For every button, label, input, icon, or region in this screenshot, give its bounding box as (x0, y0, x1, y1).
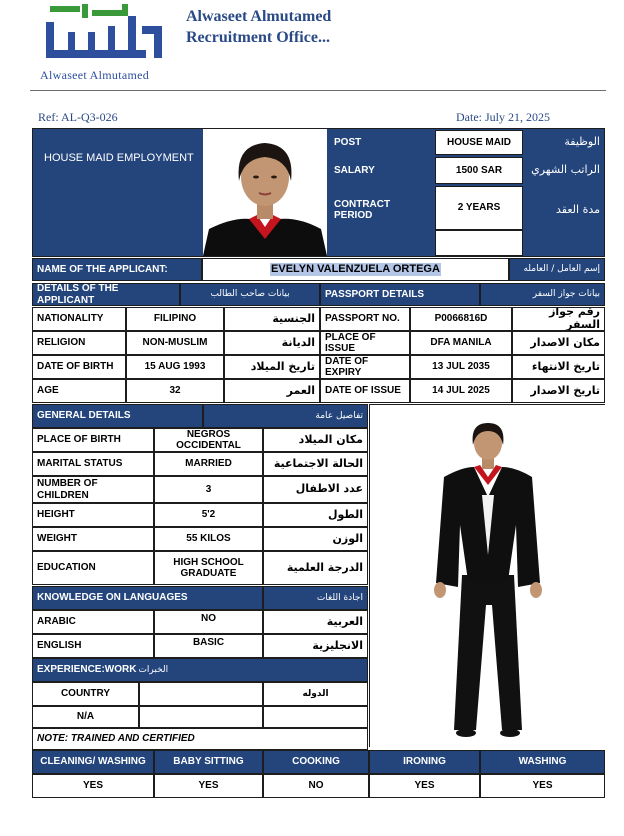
reference-number: Ref: AL-Q3-026 (38, 110, 118, 124)
country-blank (139, 682, 263, 706)
applicant-row-arabic: تاريخ الميلاد (224, 355, 320, 379)
general-row-value: 55 KILOS (154, 527, 263, 551)
passport-details-header: PASSPORT DETAILS (320, 283, 480, 306)
experience-header (32, 658, 368, 682)
contract-value: 2 YEARS (435, 186, 523, 230)
applicant-name (202, 258, 509, 281)
logo-caption: Alwaseet Almutamed (40, 68, 150, 82)
applicant-row-value: 32 (126, 379, 224, 403)
general-row-arabic: عدد الاطفال (263, 476, 368, 503)
salary-arabic: الراتب الشهري (524, 157, 604, 184)
experience-header-label: EXPERIENCE:WORK (37, 664, 137, 676)
language-row-value: BASIC (154, 634, 263, 658)
header-divider (30, 90, 606, 91)
general-row-label: PLACE OF BIRTH (32, 428, 154, 452)
language-row-arabic: العربية (263, 610, 368, 634)
general-row-value: 5'2 (154, 503, 263, 527)
applicant-row-arabic: الديانة (224, 331, 320, 355)
applicant-row-value: FILIPINO (126, 307, 224, 331)
general-row-arabic: الحالة الاجتماعية (263, 452, 368, 476)
general-row-arabic: الدرجة العلمية (263, 551, 368, 585)
applicant-row-value: NON-MUSLIM (126, 331, 224, 355)
company-logo (32, 2, 174, 84)
passport-row-label: PLACE OF ISSUE (320, 331, 410, 355)
skill-header: CLEANING/ WASHING (32, 750, 154, 774)
applicant-row-arabic: العمر (224, 379, 320, 403)
applicant-photo (203, 129, 327, 256)
general-row-arabic: مكان الميلاد (263, 428, 368, 452)
language-row-label: ARABIC (32, 610, 154, 634)
document-date: Date: July 21, 2025 (456, 110, 550, 124)
general-row-value: HIGH SCHOOL GRADUATE (154, 551, 263, 585)
applicant-name-text: EVELYN VALENZUELA ORTEGA (271, 263, 440, 276)
contract-label: CONTRACT PERIOD (330, 188, 410, 232)
post-arabic: الوظيفة (524, 130, 604, 155)
general-row-label: NUMBER OF CHILDREN (32, 476, 154, 503)
experience-value: N/A (32, 706, 139, 728)
country-label: COUNTRY (32, 682, 139, 706)
applicant-full-body-photo (369, 404, 605, 747)
passport-row-arabic: تاريخ الانتهاء (512, 355, 605, 379)
name-label: NAME OF THE APPLICANT: (32, 258, 202, 281)
salary-value: 1500 SAR (435, 157, 523, 184)
contract-arabic: مدة العقد (524, 196, 604, 224)
salary-label: SALARY (330, 157, 434, 184)
country-arabic: الدوله (263, 682, 368, 706)
passport-row-label: PASSPORT NO. (320, 307, 410, 331)
language-row-arabic: الانجليزية (263, 634, 368, 658)
applicant-row-label: NATIONALITY (32, 307, 126, 331)
languages-arabic: اجادة اللغات (263, 586, 368, 610)
general-row-arabic: الطول (263, 503, 368, 527)
general-row-arabic: الوزن (263, 527, 368, 551)
experience-blank-1 (139, 706, 263, 728)
general-details-header: GENERAL DETAILS (32, 404, 203, 428)
applicant-row-label: DATE OF BIRTH (32, 355, 126, 379)
general-row-value: MARRIED (154, 452, 263, 476)
passport-row-label: DATE OF EXPIRY (320, 355, 410, 379)
applicant-row-label: RELIGION (32, 331, 126, 355)
applicant-row-value: 15 AUG 1993 (126, 355, 224, 379)
language-row-label: ENGLISH (32, 634, 154, 658)
training-note: NOTE: TRAINED AND CERTIFIED (32, 728, 368, 750)
general-row-label: WEIGHT (32, 527, 154, 551)
general-row-label: HEIGHT (32, 503, 154, 527)
top-right-white-gap (435, 230, 523, 256)
passport-row-value: P0066816D (410, 307, 512, 331)
company-subtitle: Recruitment Office... (186, 29, 330, 46)
passport-row-value: 13 JUL 2035 (410, 355, 512, 379)
skill-value: YES (154, 774, 263, 798)
general-row-value: NEGROS OCCIDENTAL (154, 428, 263, 452)
passport-row-label: DATE OF ISSUE (320, 379, 410, 403)
general-row-label: MARITAL STATUS (32, 452, 154, 476)
experience-header-arabic: الخبرات (138, 664, 169, 675)
applicant-details-arabic: بيانات صاحب الطالب (180, 283, 320, 306)
name-arabic: إسم العامل / العامله (509, 258, 605, 281)
post-value: HOUSE MAID (435, 130, 523, 155)
employment-title: HOUSE MAID EMPLOYMENT (44, 152, 194, 164)
skill-value: NO (263, 774, 369, 798)
languages-header: KNOWLEDGE ON LANGUAGES (32, 586, 263, 610)
experience-blank-2 (263, 706, 368, 728)
skill-header: COOKING (263, 750, 369, 774)
company-name: Alwaseet Almutamed (186, 8, 332, 25)
general-details-arabic: تفاصيل عامة (203, 404, 368, 428)
skill-value: YES (369, 774, 480, 798)
passport-row-arabic: مكان الاصدار (512, 331, 605, 355)
post-label: POST (330, 130, 434, 155)
language-row-value: NO (154, 610, 263, 634)
logo-mark (32, 2, 174, 68)
general-row-value: 3 (154, 476, 263, 503)
applicant-details-header: DETAILS OF THE APPLICANT (32, 283, 180, 306)
applicant-row-label: AGE (32, 379, 126, 403)
skill-header: IRONING (369, 750, 480, 774)
applicant-row-arabic: الجنسية (224, 307, 320, 331)
passport-row-arabic: تاريخ الاصدار (512, 379, 605, 403)
passport-row-arabic: رقم جواز السفر (512, 307, 605, 331)
skill-value: YES (480, 774, 605, 798)
passport-row-value: DFA MANILA (410, 331, 512, 355)
passport-row-value: 14 JUL 2025 (410, 379, 512, 403)
passport-details-arabic: بيانات جواز السفر (480, 283, 605, 306)
skill-value: YES (32, 774, 154, 798)
general-row-label: EDUCATION (32, 551, 154, 585)
skill-header: WASHING (480, 750, 605, 774)
skill-header: BABY SITTING (154, 750, 263, 774)
